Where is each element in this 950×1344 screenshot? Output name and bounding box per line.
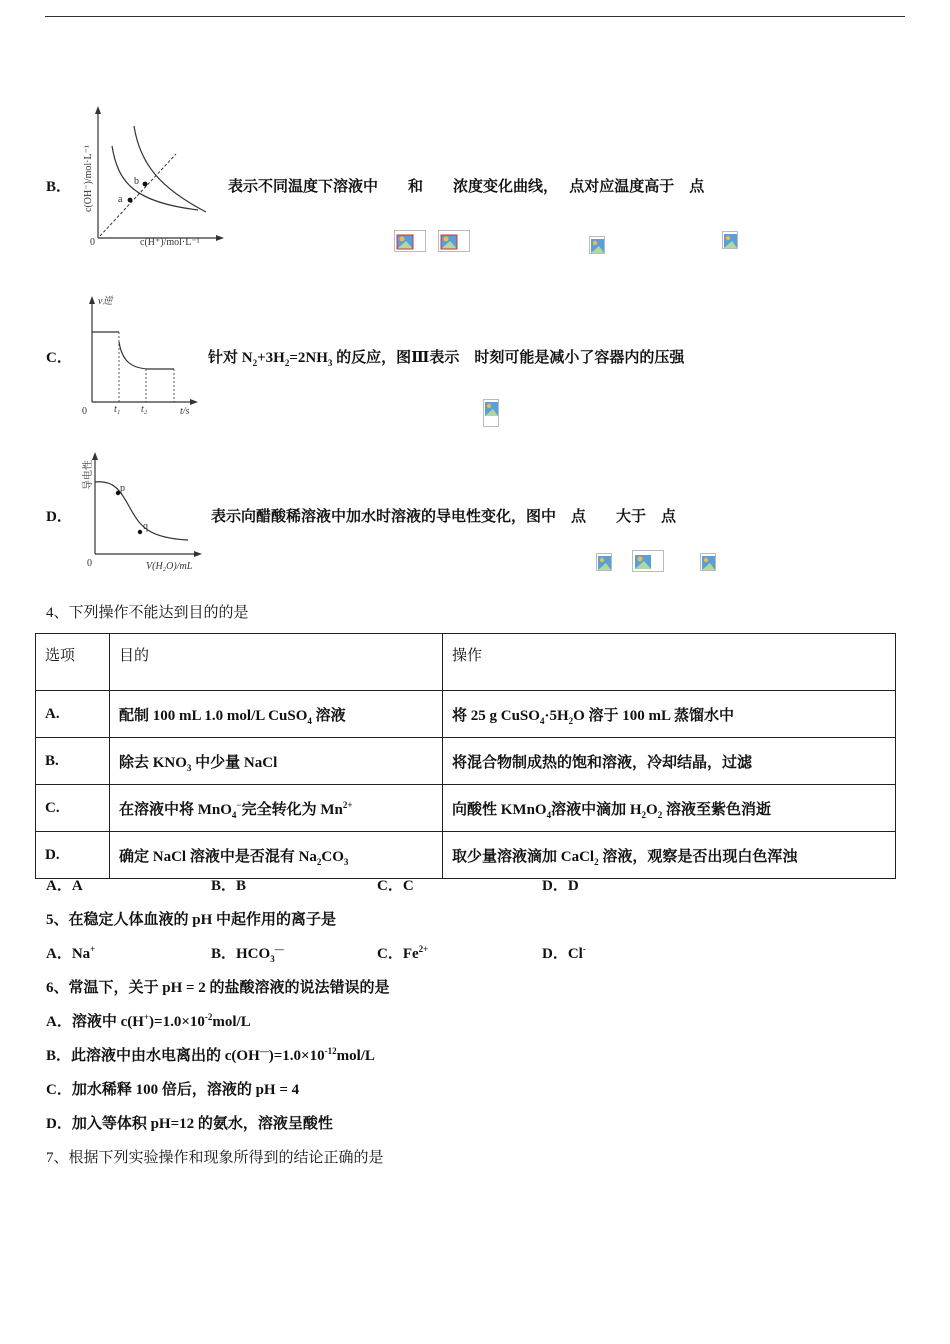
q4-answer-a: A．A: [46, 878, 83, 894]
point-a-marker: [128, 198, 133, 203]
y-axis-label: c(OH⁻)/mol·L⁻¹: [83, 145, 94, 212]
q4-answer-d: D．D: [542, 878, 579, 894]
q5-answer-d: D．Cl-: [542, 944, 586, 962]
table-row: [36, 691, 896, 738]
option-d-text: 表示向醋酸稀溶液中加水时溶液的导电性变化，图中 点 大于 点: [211, 509, 677, 525]
option-b-label: B．: [46, 179, 72, 195]
broken-image-icon: [722, 231, 738, 249]
question-4-table: [35, 633, 896, 879]
table-row: [36, 832, 896, 879]
table-row: [36, 785, 896, 832]
point-q-marker: [138, 530, 142, 534]
point-b-marker: [143, 182, 148, 187]
table-header-row: [36, 634, 896, 691]
q6-option-c: C．加水稀释 100 倍后，溶液的 pH = 4: [46, 1082, 300, 1098]
row-operation: 向酸性 KMnO$_4$溶液中滴加 $H_2O_2$ 溶液至紫色消逝: [443, 785, 896, 832]
header-option: 选项: [36, 634, 110, 691]
origin-label: 0: [90, 237, 95, 248]
x-axis-label: c(H⁺)/mol·L⁻¹: [140, 237, 200, 248]
q6-option-b: B．此溶液中由水电离出的 $c(OH^—)=1.0\times 10^{-12}mol/L$: [46, 1046, 375, 1064]
table-row: [36, 738, 896, 785]
option-c-text: 针对 $N_2+3H_2=2NH_3$ 的反应，图Ⅲ表示 时刻可能是减小了容器内的压强: [208, 350, 685, 368]
graph-oh-h-concentration: [78, 102, 228, 250]
broken-image-icon: [596, 553, 612, 571]
q4-answer-b: B．B: [211, 878, 247, 894]
t1-label: t₁: [114, 404, 121, 415]
q6-option-a: A．溶液中 $c(H^+)=1.0\times 10^{-2}mol/L$: [46, 1012, 251, 1030]
row-operation: 将 25 g $CuSO_4\cdot 5H_2O$ 溶于 100 mL 蒸馏水中: [443, 691, 896, 738]
broken-image-icon: [438, 230, 470, 252]
graph-conductivity-water: [78, 446, 208, 574]
q6-option-d: D．加入等体积 pH=12 的氨水，溶液呈酸性: [46, 1116, 333, 1132]
broken-image-icon: [589, 236, 605, 254]
point-a-label: a: [118, 194, 123, 205]
q5-answer-b: B．$HCO_3^—$: [211, 944, 284, 964]
point-p-label: p: [120, 483, 125, 494]
row-option: C.: [36, 785, 110, 832]
row-option: A.: [36, 691, 110, 738]
row-operation: 将混合物制成热的饱和溶液，冷却结晶，过滤: [443, 738, 896, 785]
q5-answer-a: A．Na+: [46, 944, 96, 962]
row-goal: 配制 100 mL 1.0 mol/L CuSO$_4$ 溶液: [110, 691, 443, 738]
q4-answer-c: C．C: [377, 878, 414, 894]
question-7-title: 7、根据下列实验操作和现象所得到的结论正确的是: [46, 1150, 384, 1166]
y-axis-label: v逆: [98, 296, 113, 307]
origin-label: 0: [87, 558, 92, 569]
header-rule: [45, 16, 905, 17]
question-4-title: 4、下列操作不能达到目的的是: [46, 605, 249, 621]
question-5-title: 5、在稳定人体血液的 pH 中起作用的离子是: [46, 912, 337, 928]
origin-label: 0: [82, 406, 87, 417]
broken-image-icon: [700, 553, 716, 571]
broken-image-icon: [394, 230, 426, 252]
header-goal: 目的: [110, 634, 443, 691]
x-axis-label: V(H₂O)/mL: [146, 561, 193, 572]
row-goal: 在溶液中将 MnO$_4$−完全转化为 $Mn^{2+}$: [110, 785, 443, 832]
option-d-label: D．: [46, 509, 72, 525]
broken-image-icon: [632, 550, 664, 572]
point-b-label: b: [134, 176, 139, 187]
row-option: B.: [36, 738, 110, 785]
question-6-title: 6、常温下，关于 pH = 2 的盐酸溶液的说法错误的是: [46, 980, 390, 996]
row-option: D.: [36, 832, 110, 879]
option-c-label: C．: [46, 350, 72, 366]
point-q-label: q: [143, 521, 148, 532]
row-operation: 取少量溶液滴加 CaCl$_2$ 溶液，观察是否出现白色浑浊: [443, 832, 896, 879]
graph-reaction-rate-time: [78, 290, 208, 420]
option-b-text: 表示不同温度下溶液中 和 浓度变化曲线， 点对应温度高于 点: [228, 179, 705, 195]
row-goal: 确定 NaCl 溶液中是否混有 $Na_2CO_3$: [110, 832, 443, 879]
x-axis-label: t/s: [180, 406, 190, 417]
row-goal: 除去 $KNO_3$ 中少量 NaCl: [110, 738, 443, 785]
y-axis-label: 导电性: [83, 460, 94, 490]
q5-answer-c: C．$Fe^{2+}$: [377, 944, 429, 962]
broken-image-icon: [483, 399, 499, 427]
t2-label: t₂: [141, 404, 148, 415]
header-operation: 操作: [443, 634, 896, 691]
